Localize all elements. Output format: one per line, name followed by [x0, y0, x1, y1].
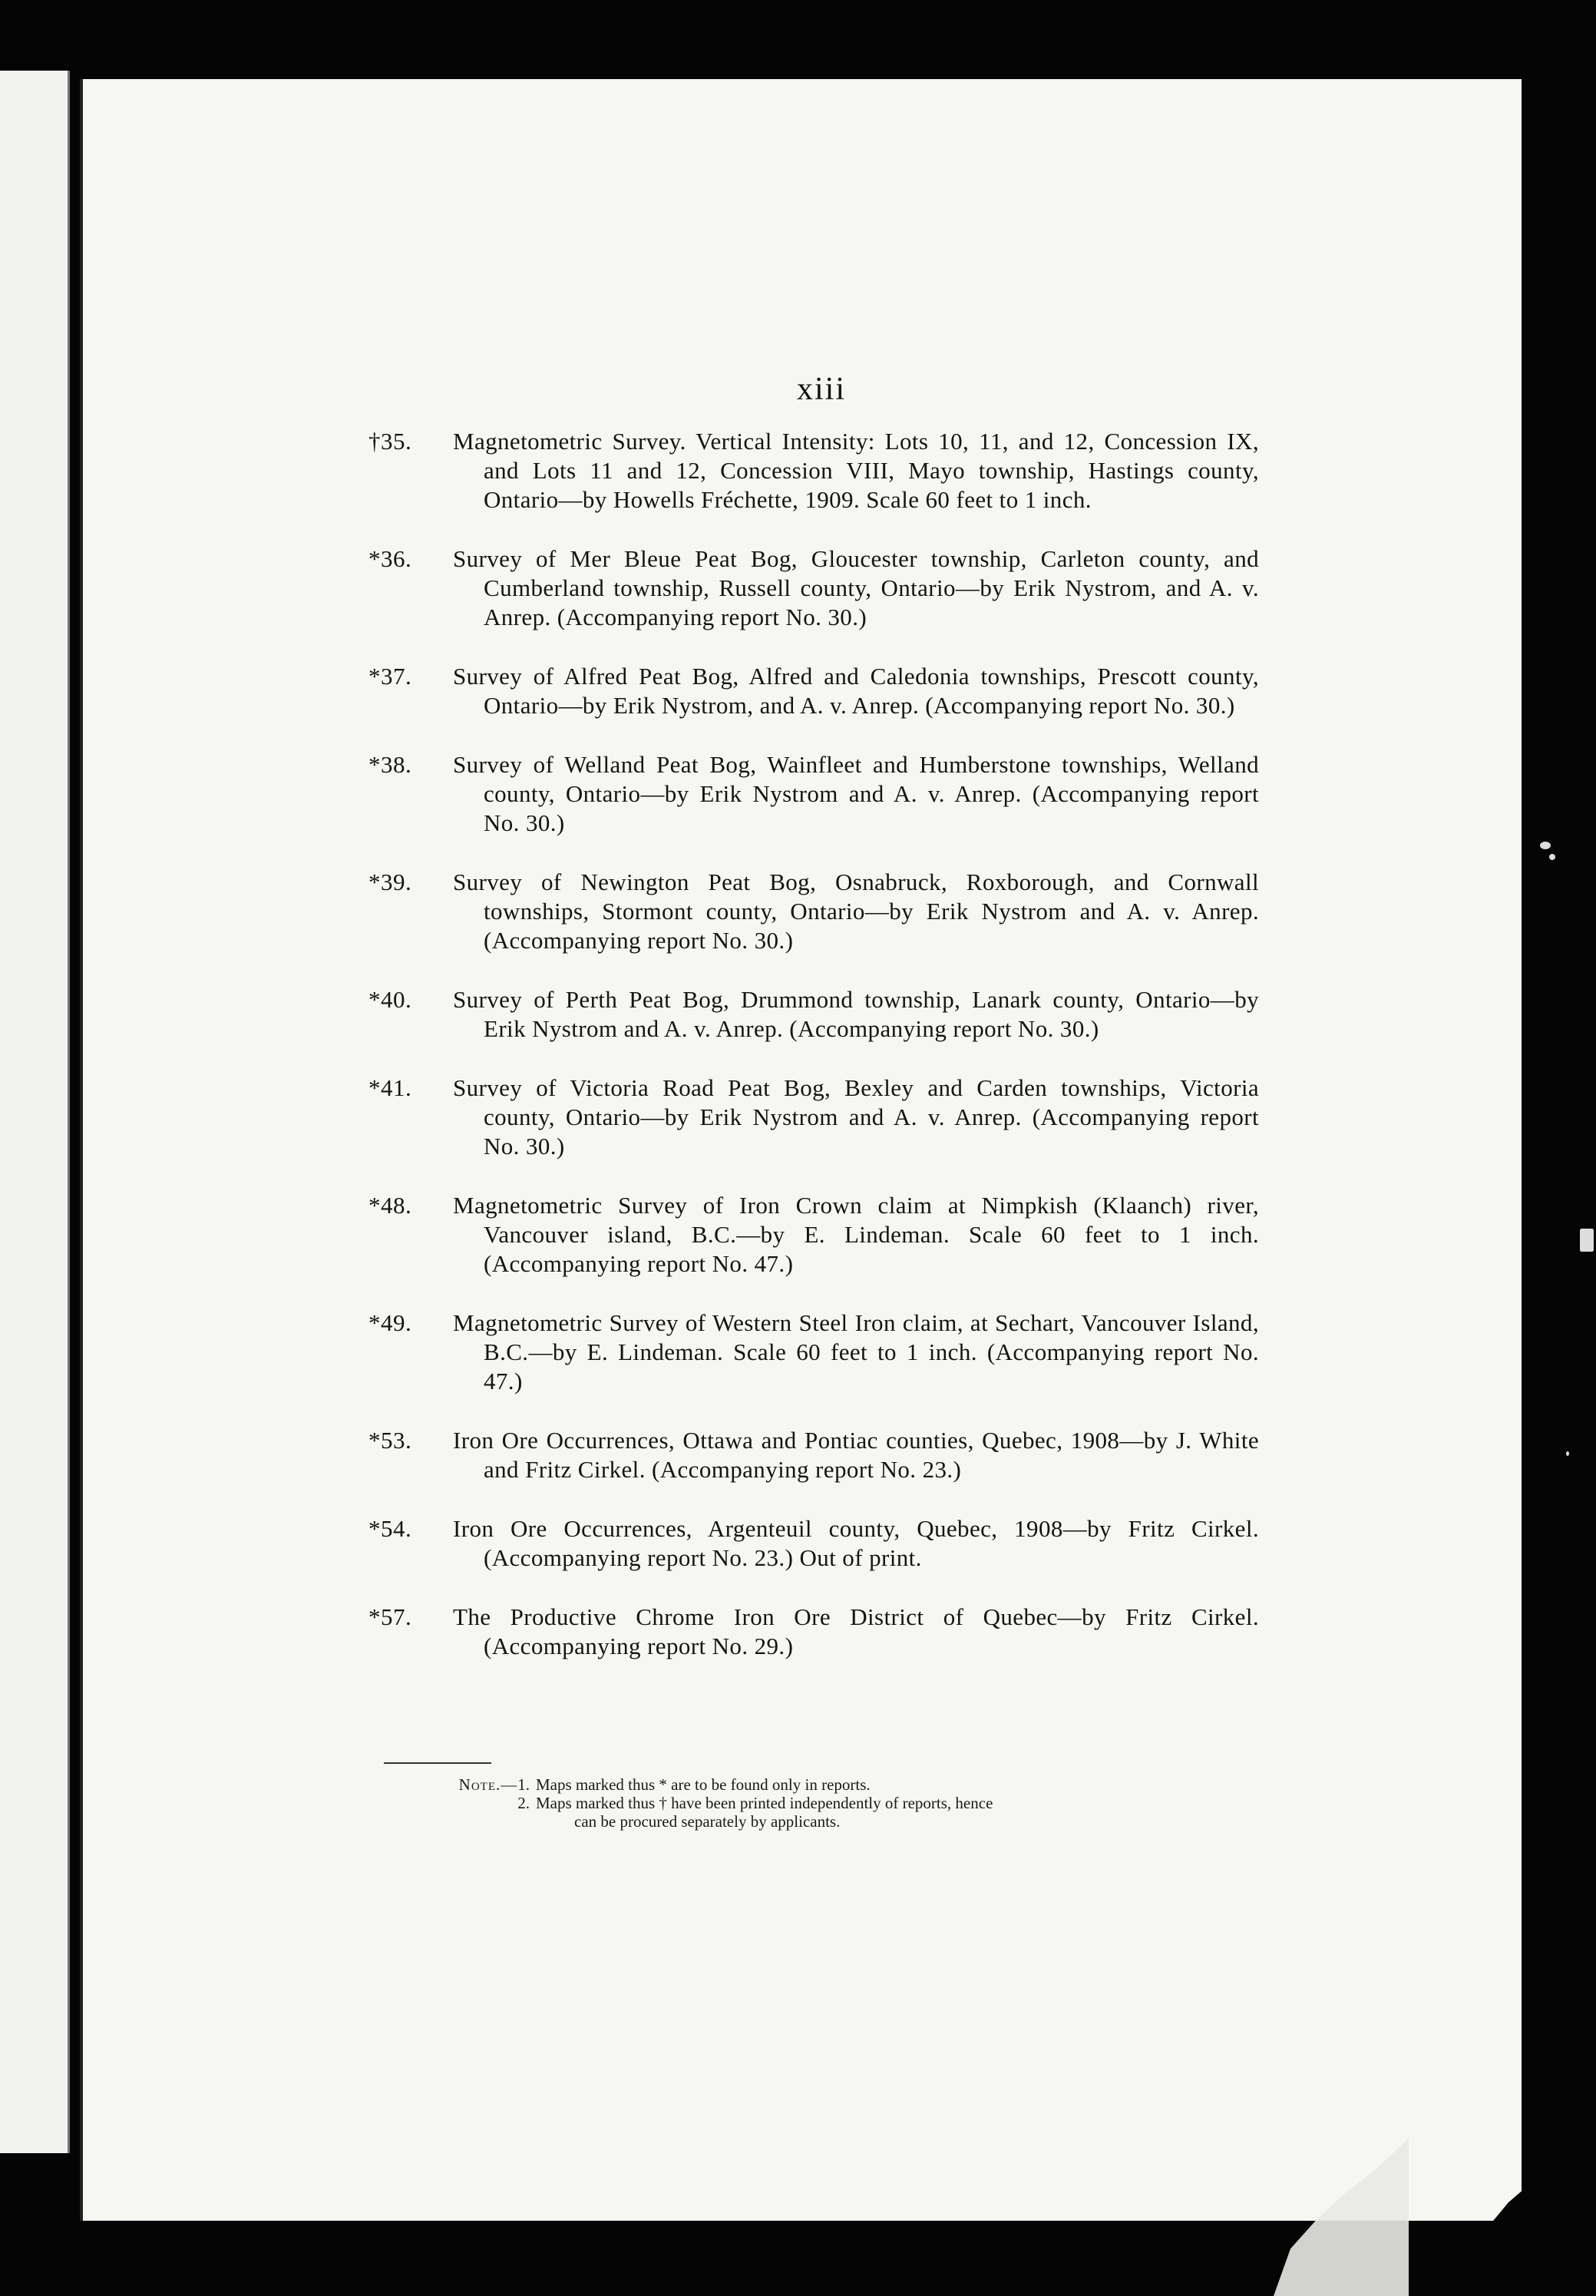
- entry-number: *36.: [368, 545, 412, 572]
- map-entry: [368, 1308, 1259, 1396]
- footnote-line: [458, 1794, 1256, 1812]
- map-entry: [368, 662, 1259, 720]
- entry-text: The Productive Chrome Iron Ore District of Quebec—by Fritz Cirkel. (Accompanying report No. 29.): [453, 1603, 1259, 1659]
- map-entry: [368, 985, 1259, 1044]
- entry-number: *40.: [368, 986, 412, 1013]
- page-number: xiii: [796, 372, 846, 407]
- entry-number: *37.: [368, 663, 412, 690]
- map-entry: [368, 427, 1259, 514]
- map-entry: [368, 1074, 1259, 1161]
- map-entry: [368, 868, 1259, 955]
- entry-text: Survey of Welland Peat Bog, Wainfleet and Humberstone townships, Welland county, Ontario—by Erik Nystrom and A. v. Anrep. (Accompanying report No. 30.): [453, 751, 1259, 836]
- map-entry: [368, 1514, 1259, 1573]
- entry-text: Magnetometric Survey of Western Steel Iron claim, at Sechart, Vancouver Island, B.C.—by E. Lindeman. Scale 60 feet to 1 inch. (Accompanying report No. 47.): [453, 1309, 1259, 1394]
- scan-speck: [1566, 1451, 1569, 1456]
- entry-number: *57.: [368, 1603, 412, 1630]
- map-entry: [368, 750, 1259, 838]
- footnote: [458, 1775, 1256, 1831]
- map-entry: [368, 1603, 1259, 1661]
- entry-number: †35.: [368, 428, 412, 455]
- entry-text: Iron Ore Occurrences, Ottawa and Pontiac counties, Quebec, 1908—by J. White and Fritz Cirkel. (Accompanying report No. 23.): [453, 1427, 1259, 1483]
- entry-number: *38.: [368, 751, 412, 778]
- footnote-text: Maps marked thus * are to be found only in reports.: [536, 1775, 871, 1794]
- entry-number: *41.: [368, 1074, 412, 1101]
- footnote-item-number: 2.: [517, 1794, 530, 1812]
- map-list: [368, 427, 1259, 1691]
- footnote-label: Note.—: [458, 1775, 518, 1794]
- footnote-number: 1.: [517, 1775, 530, 1794]
- footnote-divider: [384, 1762, 491, 1764]
- map-entry: [368, 1426, 1259, 1484]
- entry-text: Survey of Mer Bleue Peat Bog, Gloucester township, Carleton county, and Cumberland township, Russell county, Ontario—by Erik Nystrom, and A. v. Anrep. (Accompanying report No. 30.): [453, 545, 1259, 630]
- scan-speck: [1549, 854, 1555, 860]
- map-entry: [368, 544, 1259, 632]
- entry-text: Survey of Perth Peat Bog, Drummond township, Lanark county, Ontario—by Erik Nystrom and A. v. Anrep. (Accompanying report No. 30.): [453, 986, 1259, 1042]
- scan-speck: [1540, 842, 1551, 849]
- footnote-continuation: can be procured separately by applicants.: [574, 1812, 841, 1831]
- entry-text: Iron Ore Occurrences, Argenteuil county, Quebec, 1908—by Fritz Cirkel. (Accompanying report No. 23.) Out of print.: [453, 1515, 1259, 1571]
- entry-text: Survey of Alfred Peat Bog, Alfred and Caledonia townships, Prescott county, Ontario—by Erik Nystrom, and A. v. Anrep. (Accompanying report No. 30.): [453, 663, 1259, 719]
- entry-text: Magnetometric Survey. Vertical Intensity: Lots 10, 11, and 12, Concession IX, and Lots 11 and 12, Concession VIII, Mayo township, Hastings county, Ontario—by Howells Fréchette, 1909. Scale 60 feet to 1 inch.: [453, 428, 1259, 513]
- entry-number: *54.: [368, 1515, 412, 1542]
- entry-text: Survey of Newington Peat Bog, Osnabruck, Roxborough, and Cornwall townships, Stormont county, Ontario—by Erik Nystrom and A. v. Anrep. (Accompanying report No. 30.): [453, 868, 1259, 954]
- entry-text: Magnetometric Survey of Iron Crown claim at Nimpkish (Klaanch) river, Vancouver island, B.C.—by E. Lindeman. Scale 60 feet to 1 inch. (Accompanying report No. 47.): [453, 1192, 1259, 1277]
- entry-number: *48.: [368, 1192, 412, 1219]
- scan-speck: [1580, 1229, 1594, 1252]
- map-entry: [368, 1191, 1259, 1279]
- footnote-item-number: [458, 1775, 536, 1794]
- entry-text: Survey of Victoria Road Peat Bog, Bexley and Carden townships, Victoria county, Ontario—by Erik Nystrom and A. v. Anrep. (Accompanying report No. 30.): [453, 1074, 1259, 1160]
- previous-page-edge: [0, 71, 70, 2153]
- footnote-line: [458, 1775, 1256, 1794]
- entry-number: *53.: [368, 1427, 412, 1454]
- entry-number: *39.: [368, 868, 412, 895]
- entry-number: *49.: [368, 1309, 412, 1336]
- footnote-text: Maps marked thus † have been printed independently of reports, hence: [536, 1794, 993, 1812]
